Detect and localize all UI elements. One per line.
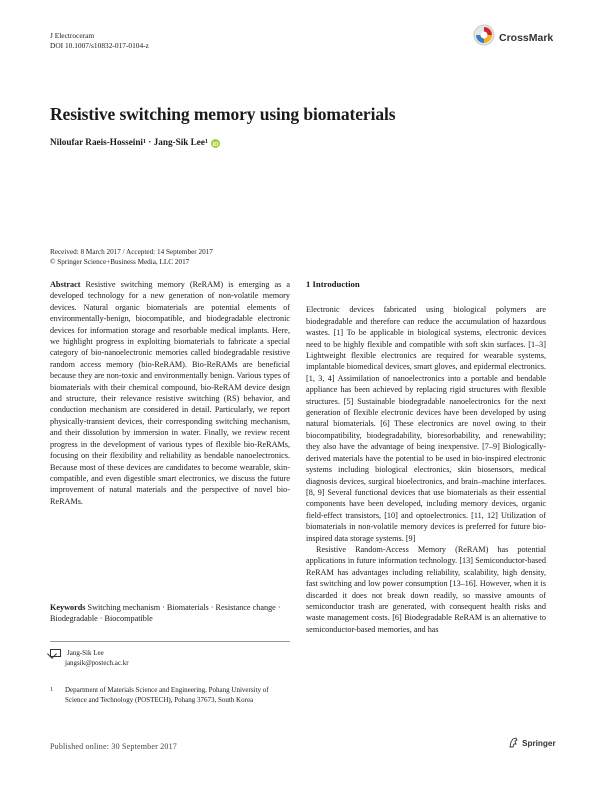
contact-block bbox=[50, 649, 290, 668]
crossmark-badge[interactable] bbox=[473, 24, 553, 51]
published-date: Published online: 30 September 2017 bbox=[50, 742, 177, 751]
author-1[interactable]: Niloufar Raeis-Hosseini bbox=[50, 137, 143, 147]
affiliation-number: 1 bbox=[50, 687, 53, 693]
footnote-divider bbox=[50, 641, 290, 642]
author-2[interactable]: Jang-Sik Lee bbox=[153, 137, 205, 147]
intro-paragraph-1: Electronic devices fabricated using biological polymers are biodegradable and therefore can reduce the accumulation of hazardous wastes. [1] To be applicable in biological systems, electronic devices need to be highly flexible and compatible with soft skin surfaces. [1–3] Lightweight flexible electronics are required for wearable systems, implantable biomedical devices, smart gloves, and epidermal electronics. [1, 3, 4] Assimilation of nanoelectronics into a portable and bendable appliance has been achieved by replacing rigid structures with flexible structures. [5] Sustainable biodegradable nanoelectronics for the next generation of flexible electronic devices have been developed by using natural biomaterials. [6] These electronics are novel owing to their biocompatibility, biodegradability, bioresorbability, and renewability; they also have the advantage of being inexpensive. [7–9] Biologically-derived materials have the potential to be used in bio-inspired electronic systems including biological electronics, skin biosensors, medical diagnosis devices, surgical bioelectronics, and brain–machine interfaces. [8, 9] Several functional devices that use biomaterials as their essential components have been developed, including memory devices, organic field-effect transistors, [10] and optoelectronics. [11, 12] Utilization of biomaterials in non-volatile memory devices is preferred for future bio-inspired data storage systems. [9] bbox=[306, 305, 546, 543]
affiliation-text: Department of Materials Science and Engineering, Pohang University of Science and Technology (POSTECH), Pohang 37673, South Korea bbox=[65, 686, 269, 704]
affiliation bbox=[50, 686, 290, 705]
intro-paragraph-2: Resistive Random-Access Memory (ReRAM) has potential applications in future information technology. [13] Semiconductor-based ReRAM has advantages including reliability, scalability, high density, fast switching and low power consumption [13–16]. However, when it is discarded it does not break down readily, so massive amounts of semiconductor trash are generated, with consequent health risks and waste management costs. [6] Biodegradable ReRAM is an alternative to semiconductor-based memories, and has bbox=[306, 544, 546, 634]
introduction bbox=[306, 279, 546, 635]
contact-email[interactable]: jangsik@postech.ac.kr bbox=[65, 658, 129, 667]
article-title: Resistive switching memory using biomaterials bbox=[50, 104, 396, 124]
keywords bbox=[50, 602, 290, 625]
article-dates bbox=[50, 248, 213, 268]
svg-text:iD: iD bbox=[212, 141, 219, 148]
keywords-label: Keywords bbox=[50, 603, 86, 612]
envelope-icon bbox=[50, 649, 61, 657]
received-accepted: Received: 8 March 2017 / Accepted: 14 September 2017 bbox=[50, 248, 213, 256]
abstract bbox=[50, 279, 290, 507]
section-heading: 1 Introduction bbox=[306, 279, 360, 289]
springer-label: Springer bbox=[522, 739, 556, 748]
crossmark-icon bbox=[473, 24, 495, 51]
doi[interactable]: DOI 10.1007/s10832-017-0104-z bbox=[50, 41, 149, 50]
keywords-text: Switching mechanism · Biomaterials · Resistance change · Biodegradable · Biocompatible bbox=[50, 603, 281, 624]
contact-name: Jang-Sik Lee bbox=[67, 649, 104, 657]
author-2-affil: 1 bbox=[204, 139, 208, 145]
crossmark-label: CrossMark bbox=[499, 31, 554, 44]
author-line bbox=[50, 137, 220, 147]
springer-horse-icon bbox=[508, 737, 519, 750]
journal-name: J Electroceram bbox=[50, 31, 95, 40]
journal-header bbox=[50, 31, 149, 51]
abstract-label: Abstract bbox=[50, 280, 81, 289]
orcid-icon[interactable] bbox=[211, 139, 220, 148]
author-separator: · bbox=[145, 137, 154, 147]
abstract-text: Resistive switching memory (ReRAM) is emerging as a developed technology for a new generation of non-volatile memory devices. Natural organic biomaterials are potential elements of environmentally-benign, biocompatible, and biodegradable electronic devices for information storage and resorbable medical implants. Here, we highlight progress in exploiting biomaterials to fabricate a special category of bio-nanoelectronic memories called biodegradable resistive random access memory (bio-ReRAM). Bio-ReRAMs are beneficial because they are non-toxic and environmentally benign. Various types of biomaterials with their chemical compound, bio-ReRAM device design and structure, their relevance resistive switching (RS) behavior, and conduction mechanism are considered in detail. Particularly, we report physically-transient devices, their corresponding switching mechanism, and their dissolution by immersion in water. Finally, we review recent progress in the development of various types of flexible bio-ReRAMs, focusing on their flexibility and reliability as bendable nanoelectronics. Because most of these devices are candidates to become wearable, skin-compatible, and even digestible smart electronics, we discuss the future improvement of natural materials and the perspective of novel bio-ReRAMs. bbox=[50, 280, 290, 506]
author-1-affil: 1 bbox=[142, 139, 146, 145]
copyright: © Springer Science+Business Media, LLC 2017 bbox=[50, 257, 190, 266]
springer-logo[interactable] bbox=[508, 737, 556, 750]
